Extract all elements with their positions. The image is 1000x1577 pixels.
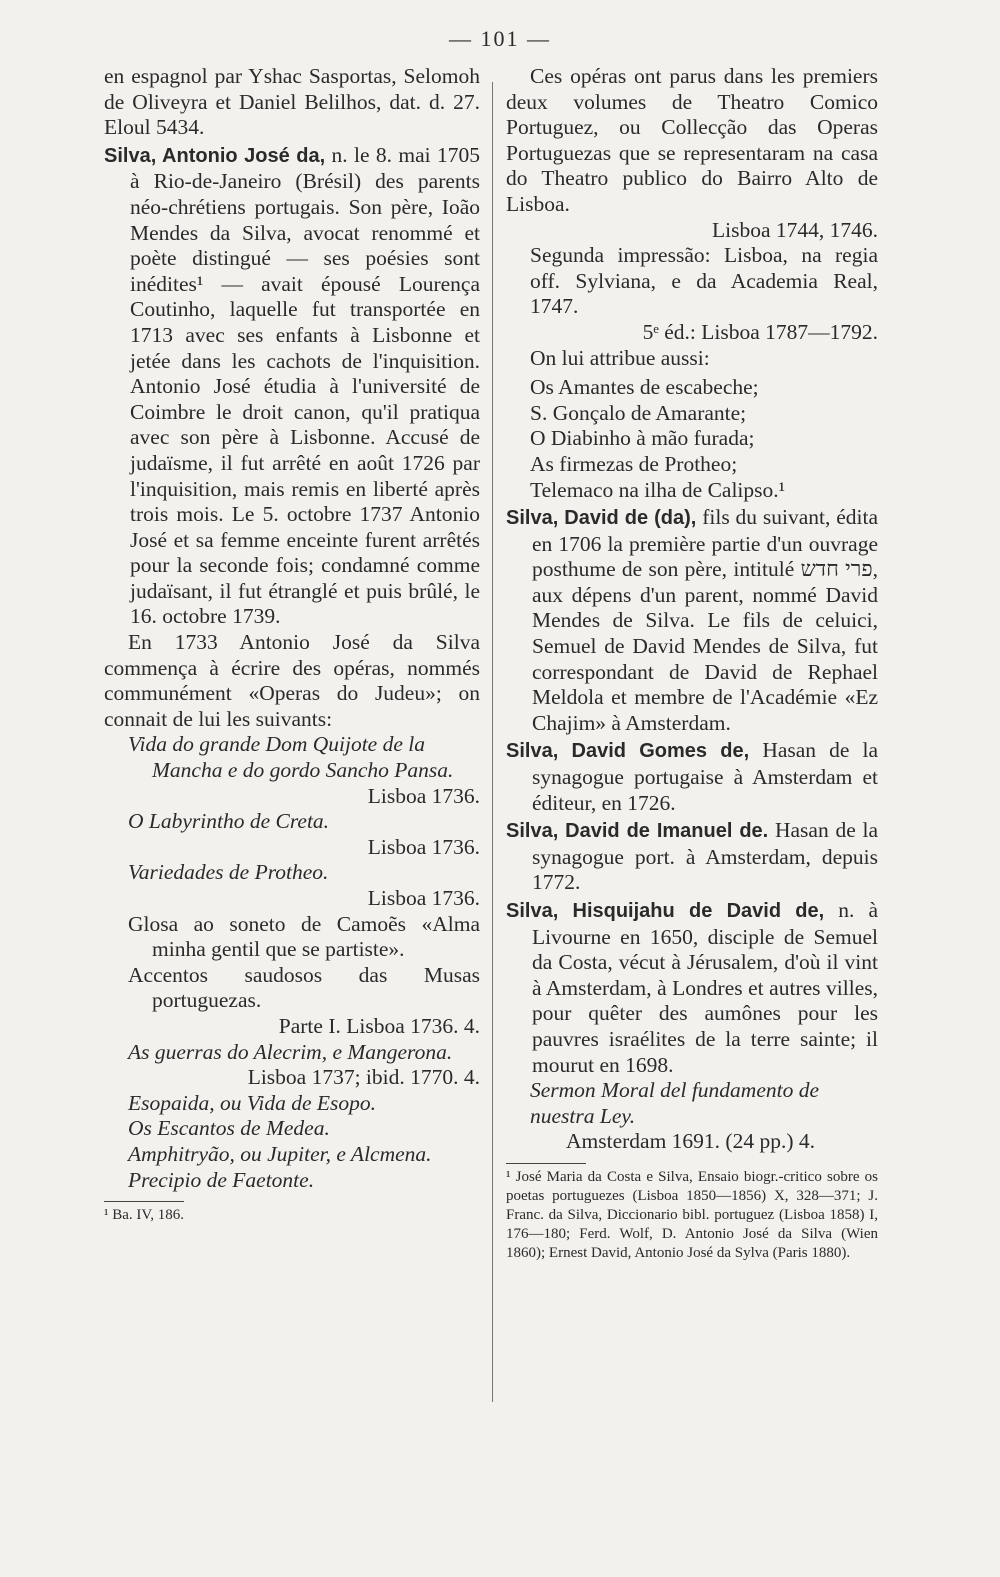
attributed-item: O Diabinho à mão furada; — [530, 426, 755, 451]
attributed-list — [506, 375, 878, 503]
entry-heading: Silva, Hisquijahu de David de, — [506, 900, 825, 922]
publication-line: Segunda impressão: Lisboa, na regia off. Sylviana, e da Academia Real, 1747. — [530, 243, 878, 319]
entry-heading: Silva, Antonio José da, — [104, 144, 326, 167]
attributed-item: Os Amantes de escabeche; — [530, 375, 759, 400]
entry-david-de-da — [506, 505, 878, 736]
footnote-rule — [104, 1201, 184, 1202]
work-place: Lisboa 1737; ibid. 1770. 4. — [247, 1065, 480, 1090]
entry-body: fils du suivant, édita en 1706 la première partie d'un ouvrage posthume de son père, intitulé פרי חדש, aux dépens d'un parent, nommé David Mendes de Silva. Le fils de celuici, Semuel de David Mendes de Silva, fut correspondant de David de Rephael Meldola et membre de l'Académie «Ez Chajim» à Amsterdam. — [532, 505, 879, 735]
operas-publication-text: Ces opéras ont parus dans les premiers deux volumes de Theatro Comico Portuguez, ou Collecção das Operas Portuguezas que se representaram na casa do Theatro publico do Bairro Alto de Lisboa. — [506, 64, 878, 216]
sermon-place: Amsterdam 1691. (24 pp.) 4. — [566, 1129, 816, 1154]
publication-line: Lisboa 1744, 1746. — [711, 217, 878, 242]
footnote-rule — [506, 1163, 586, 1164]
attributed-item: Telemaco na ilha de Calipso.¹ — [530, 477, 786, 502]
work-item: Os Escantos de Medea. — [128, 1116, 330, 1141]
column-divider — [492, 82, 493, 1402]
work-place: Lisboa 1736. — [367, 783, 480, 808]
sermon-title: Sermon Moral del fundamento de nuestra Ley. — [530, 1078, 820, 1128]
work-item: Vida do grande Dom Quijote de la Mancha e do gordo Sancho Pansa. — [128, 732, 454, 783]
entry-david-imanuel — [506, 818, 878, 896]
entry-body: n. le 8. mai 1705 à Rio-de-Janeiro (Brésil) des parents néo-chrétiens portugais. Son père, Ioão Mendes da Silva, avocat renommé et poète distingué — ses poésies sont inédites¹ — avait épousé Lourença Coutinho, laquelle fut transportée en 1713 avec ses enfants à Lisbonne et jetée dans les cachots de l'inquisition. Antonio José étudia à l'université de Coimbre le droit canon, qu'il pratiqua avec son père à Lisbonne. Accusé de judaïsme, il fut arrêté en août 1726 par l'inquisition, mais remis en liberté après trois mois. Le 5. octobre 1737 Antonio José et sa femme enceinte furent arrêtés pour la seconde fois; condamné comme judaïsant, il fut étranglé et puis brûlé, le 16. octobre 1739. — [130, 142, 481, 629]
work-item: Glosa ao soneto de Camoẽs «Alma minha gentil que se partiste». — [128, 911, 480, 962]
entry-heading: Silva, David Gomes de, — [506, 740, 750, 763]
entry-heading: Silva, David de (da), — [506, 507, 697, 530]
publication-line: On lui attribue aussi: — [530, 345, 710, 370]
work-item: O Labyrintho de Creta. — [128, 809, 330, 834]
work-place: Lisboa 1736. — [367, 886, 480, 910]
left-column — [104, 64, 480, 1225]
works-list — [104, 732, 480, 1193]
attributed-item: S. Gonçalo de Amarante; — [530, 400, 747, 425]
entry-heading: Silva, David de Imanuel de. — [506, 820, 769, 843]
work-place: Parte I. Lisboa 1736. 4. — [278, 1013, 480, 1038]
attributed-item: As firmezas de Protheo; — [530, 451, 738, 476]
footnote: ¹ José Maria da Costa e Silva, Ensaio biogr.-critico sobre os poetas portuguezes (Lisboa 1850—1856) X, 328—371; J. Franc. da Silva, Diccionario bibl. portuguez (Lisboa 1858) I, 176—180; Ferd. Wolf, D. Antonio José da Silva (Wien 1860); Ernest David, Antonio José da Sylva (Paris 1880). — [506, 1168, 878, 1261]
entry-body: Hasan de la synagogue portugaise à Amsterdam et éditeur, en 1726. — [532, 738, 879, 815]
right-column — [506, 64, 878, 1263]
work-item: Esopaida, ou Vida de Esopo. — [128, 1090, 377, 1115]
work-item: Variedades de Protheo. — [128, 860, 329, 885]
publication-line: 5ᵉ éd.: Lisboa 1787—1792. — [642, 319, 878, 344]
work-item: Precipio de Faetonte. — [128, 1167, 315, 1192]
continuation-text: en espagnol par Yshac Sasportas, Selomoh de Oliveyra et Daniel Belilhos, dat. d. 27. Eloul 5434. — [104, 64, 480, 140]
work-item: As guerras do Alecrim, e Mangerona. — [128, 1039, 453, 1064]
entry-body: Hasan de la synagogue port. à Amsterdam, depuis 1772. — [532, 818, 879, 895]
work-item: Accentos saudosos das Musas portuguezas. — [128, 962, 480, 1013]
operas-paragraph: En 1733 Antonio José da Silva commença à écrire des opéras, nommés communément «Operas do Judeu»; on connait de lui les suivants: — [104, 630, 480, 731]
work-item: Amphitryão, ou Jupiter, e Alcmena. — [128, 1141, 432, 1166]
entry-antonio-jose — [104, 143, 480, 630]
entry-hisquijahu — [506, 898, 878, 1078]
work-place: Lisboa 1736. — [367, 834, 480, 859]
entry-david-gomes — [506, 738, 878, 816]
entry-body: n. à Livourne en 1650, disciple de Semuel da Costa, vécut à Jérusalem, d'où il vint à Amsterdam, à Londres et autres villes, pour quêter des aumônes pour les pauvres israélites de la terre sainte; il mourut en 1698. — [532, 898, 879, 1077]
footnote: ¹ Ba. IV, 186. — [104, 1207, 185, 1224]
page-number: — 101 — — [449, 26, 551, 51]
